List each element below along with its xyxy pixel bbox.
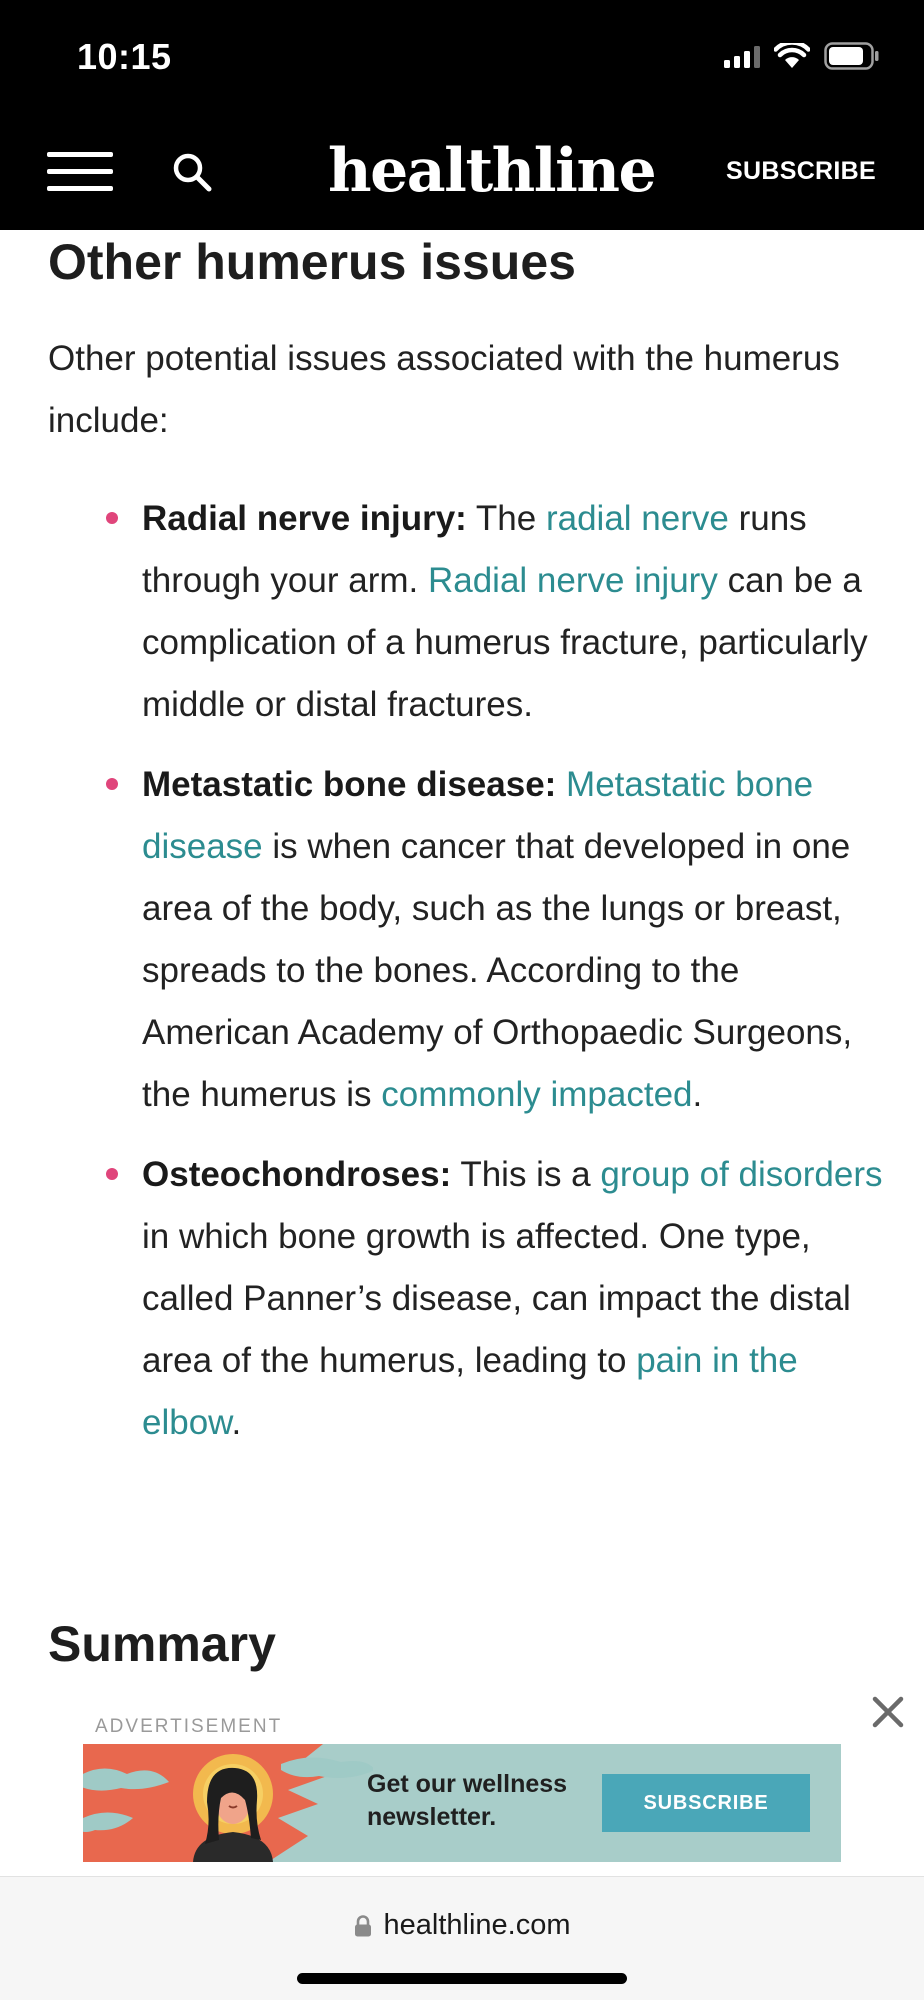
bullet-dot [106, 512, 118, 524]
list-item [142, 488, 888, 736]
status-icons [724, 42, 880, 70]
url-text: healthline.com [383, 1909, 571, 1941]
healthline-logo[interactable]: healthline [328, 136, 656, 206]
link-radial-nerve[interactable]: radial nerve [545, 499, 729, 538]
issues-list [48, 488, 888, 1454]
bullet-dot [106, 1168, 118, 1180]
item-text: . [692, 1075, 703, 1114]
bullet-dot [106, 778, 118, 790]
status-bar [0, 0, 924, 118]
intro-paragraph: Other potential issues associated with the humerus include: [48, 339, 840, 440]
newsletter-ad-banner[interactable] [83, 1744, 841, 1862]
summary-heading: Summary [48, 1616, 276, 1672]
ad-subscribe-button[interactable]: SUBSCRIBE [602, 1774, 810, 1832]
item-text: can be a complication of a humerus fracture, particularly middle or distal fractures. [142, 561, 868, 724]
link-pain-in-the-elbow[interactable]: pain in the elbow [142, 1341, 798, 1442]
link-radial-nerve-injury[interactable]: Radial nerve injury [427, 561, 718, 600]
woman-illustration-icon [83, 1744, 373, 1862]
item-text: in which bone growth is affected. One type, called Panner’s disease, can impact the distal area of the humerus, leading to [142, 1217, 851, 1380]
item-term: Metastatic bone disease: [142, 765, 557, 804]
battery-icon [824, 42, 880, 70]
list-item [142, 1144, 888, 1454]
item-text: runs through your arm. [142, 499, 807, 600]
item-text: The [466, 499, 546, 538]
item-text: This is a [451, 1155, 601, 1194]
item-term: Osteochondroses: [142, 1155, 452, 1194]
home-indicator[interactable] [297, 1973, 627, 1984]
browser-url-bar [0, 1876, 924, 2000]
wifi-icon [774, 43, 810, 69]
status-time: 10:15 [77, 36, 172, 77]
search-icon[interactable] [170, 150, 214, 194]
advertisement-label: ADVERTISEMENT [95, 1716, 283, 1737]
section-title: Other humerus issues [48, 234, 576, 290]
top-navigation [0, 118, 924, 230]
ad-headline: Get our wellness newsletter. [367, 1770, 568, 1831]
item-term: Radial nerve injury: [142, 499, 467, 538]
address-field[interactable] [0, 1909, 924, 1942]
list-item [142, 754, 888, 1126]
item-text: is when cancer that developed in one area of the body, such as the lungs or breast, spreads to the bones. According to the American Academy of Orthopaedic Surgeons, the humerus is [142, 827, 853, 1114]
close-icon[interactable] [870, 1694, 906, 1730]
lock-icon [354, 1915, 372, 1937]
link-group-of-disorders[interactable]: group of disorders [600, 1155, 883, 1194]
subscribe-link[interactable]: SUBSCRIBE [726, 157, 876, 185]
item-text [556, 765, 566, 804]
link-commonly-impacted[interactable]: commonly impacted [381, 1075, 693, 1114]
article-content [48, 230, 888, 1472]
signal-icon [724, 44, 760, 68]
link-metastatic-bone-disease[interactable]: Metastatic bone disease [142, 765, 814, 866]
hamburger-menu-icon[interactable] [47, 149, 113, 193]
item-text: . [231, 1403, 242, 1442]
